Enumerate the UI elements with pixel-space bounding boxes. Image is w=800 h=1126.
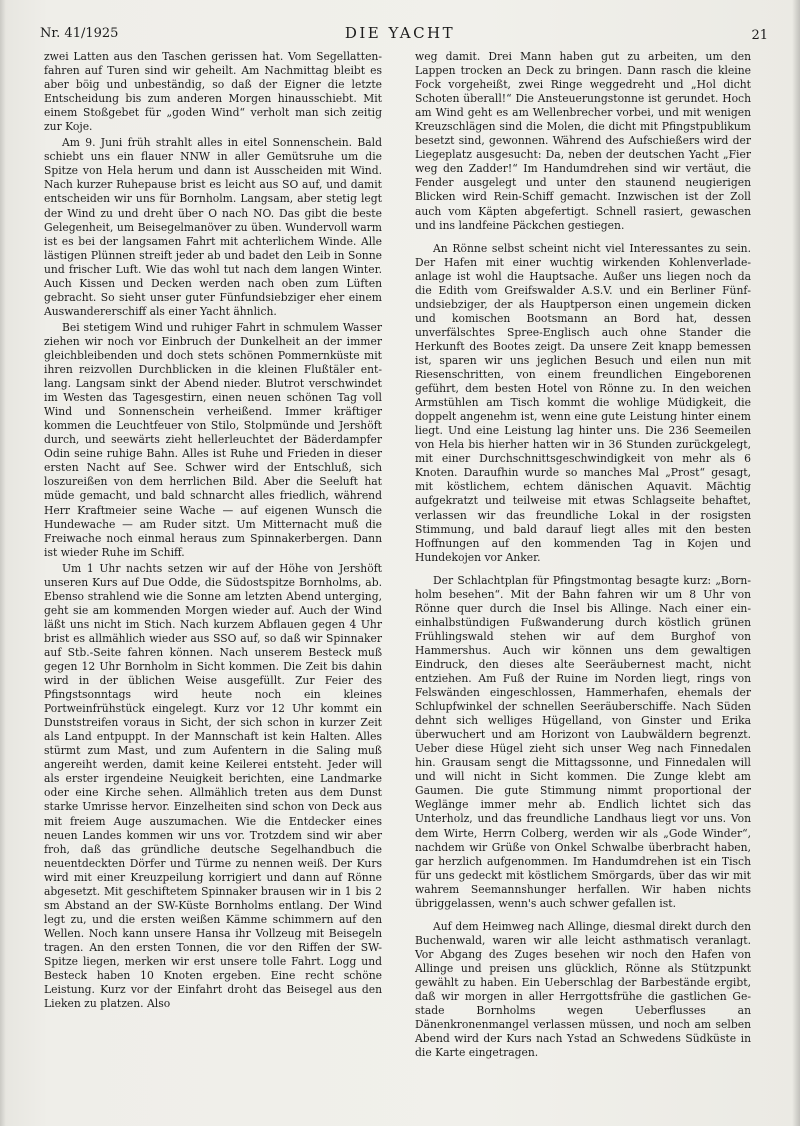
paragraph: Der Schlachtplan für Pfingstmontag besagte kurz: „Bornholm besehen“. Mit der Bahn fahren wir um 8 Uhr von Rönne quer durch die Insel bis Allinge. Nach einer eineinhalbstündigen Fußwanderung durch köstlich grünen Frühlingswald stehen wir auf dem Burghof von Hammershus. Auch wir können uns dem gewaltigen Eindruck, den dieses alte Seeräubernest macht, nicht entziehen. Am Fuß der Ruine im Norden liegt, rings von Felswänden eingeschlossen, Hammerhafen, ehemals der Schlupfwinkel der schnellen Seeräuberschiffe. Nach Süden dehnt sich welliges Hügelland, von Ginster und Erika überwuchert und am Horizont von Laubwäldern begrenzt. Ueber diese Hügel zieht sich unser Weg nach Finnedalen hin. Grausam sengt die Mittagssonne, und Finnedalen will und will nicht in Sicht kommen. Die Zunge klebt am Gaumen. Die gute Stimmung nimmt proportional der Weglänge immer mehr ab. Endlich lichtet sich das Unterholz, und das freundliche Landhaus liegt vor uns. Von dem Wirte, Herrn Colberg, werden wir als „Gode Winder“, nachdem wir Grüße von Onkel Schwalbe überbracht haben, gar herzlich aufgenommen. Im Handumdrehen ist ein Tisch für uns gedeckt mit köstlichem Smörgards, über das wir mit wahrem Seemannshunger herfallen. Wir haben nichts übriggelassen, wenn's auch schwer gefallen ist. — [415, 573, 751, 910]
paragraph: Um 1 Uhr nachts setzen wir auf der Höhe von Jershöft unseren Kurs auf Due Odde, die Südostspitze Bornholms, ab. Ebenso strahlend wie die Sonne am letzten Abend unterging, geht sie am kommenden Morgen wieder auf. Auch der Wind läßt uns nicht im Stich. Nach kurzem Abflauen gegen 4 Uhr brist es allmählich wieder aus SSO auf, so daß wir Spinnaker auf Stb.-Seite fahren können. Nach unserem Besteck muß gegen 12 Uhr Bornholm in Sicht kommen. Die Zeit bis dahin wird in der üblichen Weise ausgefüllt. Zur Feier des Pfingstsonntags wird heute noch ein kleines Portweinfrühstück eingelegt. Kurz vor 12 Uhr kommt ein Dunststreifen voraus in Sicht, der sich schon in kurzer Zeit als Land entpuppt. In der Mannschaft ist kein Halten. Alles stürmt zum Mast, und zum Aufentern in die Saling muß angereiht werden, damit keine Keilerei entsteht. Jeder will als erster irgendeine Neuigkeit berichten, eine Landmarke oder eine Kirche sehen. Allmählich treten aus dem Dunst starke Umrisse hervor. Einzelheiten sind schon von Deck aus mit freiem Auge auszumachen. Wie die Entdecker eines neuen Landes kommen wir uns vor. Trotzdem sind wir aber froh, daß das gründliche deutsche Segelhandbuch die neuentdeckten Dörfer und Türme zu nennen weiß. Der Kurs wird mit einer Kreuzpeilung korrigiert und dann auf Rönne abgesetzt. Mit geschiftetem Spinnaker brausen wir in 1 bis 2 sm Abstand an der SW-Küste Bornholms entlang. Der Wind legt zu, und die ersten weißen Kämme schimmern auf den Wellen. Noch kann unsere Hansa ihr Vollzeug mit Beisegeln tragen. An den ersten Tonnen, die vor den Riffen der SW-Spitze liegen, merken wir erst unsere tolle Fahrt. Logg und Besteck haben 10 Knoten ergeben. Eine recht schöne Leistung. Kurz vor der Einfahrt droht das Beisegel aus den Lieken zu platzen. Also — [44, 561, 382, 1011]
paragraph: An Rönne selbst scheint nicht viel Interessantes zu sein. Der Hafen mit einer wuchtig wirkenden Kohlenverladeanlage ist wohl die Hauptsache. Außer uns liegen noch da die Edith vom Greifswalder A.S.V. und ein Berliner Fünfundsiebziger, der als Hauptperson einen ungemein dicken und komischen Bootsmann an Bord hat, dessen unverfälschtes Spree-Englisch auch ohne Stander die Herkunft des Bootes zeigt. Da unsere Zeit knapp bemessen ist, sparen wir uns jeglichen Besuch und eilen nun mit Riesenschritten, von einem freundlichen Eingeborenen geführt, dem besten Hotel von Rönne zu. In den weichen Armstühlen am Tisch kommt die wohlige Müdigkeit, die doppelt angenehm ist, wenn eine gute Leistung hinter einem liegt. Und eine Leistung lag hinter uns. Die 236 Seemeilen von Hela bis hierher hatten wir in 36 Stunden zurückgelegt, mit einer Durchschnittsgeschwindigkeit von mehr als 6 Knoten. Daraufhin wurde so manches Mal „Prost“ gesagt, mit köstlichem, echtem dänischen Aquavit. Mächtig aufgekratzt und teilweise mit etwas Schlagseite behaftet, verlassen wir das freundliche Lokal in der rosigsten Stimmung, und bald darauf liegt alles mit den besten Hoffnungen auf den kommenden Tag in Kojen und Hundekojen vor Anker. — [415, 241, 751, 564]
paragraph: weg damit. Drei Mann haben gut zu arbeiten, um den Lappen trocken an Deck zu bringen. Dann rasch die kleine Fock vorgeheißt, zwei Ringe weggedreht und „Hol dicht Schoten überall!“ Die Ansteuerungstonne ist gerundet. Hoch am Wind geht es am Wellenbrecher vorbei, und mit wenigen Kreuzschlägen sind die Molen, die dicht mit Pfingstpublikum besetzt sind, gewonnen. Während des Aufschießers wird der Liegeplatz ausgesucht: Da, neben der deutschen Yacht „Fier weg den Zadder!“ Im Handumdrehen sind wir vertäut, die Fender ausgelegt und unter den staunend neugierigen Blicken wird Rein-Schiff gemacht. Inzwischen ist der Zoll auch vom Käpten abgefertigt. Schnell rasiert, gewaschen und ins landfeine Päckchen gestiegen. — [415, 50, 751, 232]
paragraph: zwei Latten aus den Taschen gerissen hat. Vom Segellattenfahren auf Turen sind wir geheilt. Am Nachmittag bleibt es aber böig und unbeständig, so daß der Eigner die letzte Entscheidung bis zum anderen Morgen hinausschiebt. Mit einem Stoßgebet für „goden Wind“ verholt man sich zeitig zur Koje. — [44, 50, 382, 134]
page-edge-shadow — [792, 0, 800, 1126]
page-number: 21 — [751, 28, 768, 43]
right-column — [415, 50, 751, 1060]
issue-number: Nr. 41/1925 — [40, 26, 119, 41]
page-binding-shadow — [0, 0, 6, 1126]
paragraph: Auf dem Heimweg nach Allinge, diesmal direkt durch den Buchenwald, waren wir alle leicht asthmatisch veranlagt. Vor Abgang des Zuges besehen wir noch den Hafen von Allinge und preisen uns glücklich, Rönne als Stützpunkt gewählt zu haben. Ein Ueberschlag der Barbestände ergibt, daß wir morgen in aller Herrgottsfrühe die gastlichen Gestade Bornholms wegen Ueberflusses an Dänenkronenmangel verlassen müssen, und noch am selben Abend wird der Kurs nach Ystad an Schwedens Südküste in die Karte eingetragen. — [415, 919, 751, 1060]
paragraph: Am 9. Juni früh strahlt alles in eitel Sonnenschein. Bald schiebt uns ein flauer NNW in aller Gemütsruhe um die Spitze von Hela herum und dann ist Ausscheiden mit Wind. Nach kurzer Ruhepause brist es leicht aus SO auf, und damit entscheiden wir uns für Bornholm. Langsam, aber stetig legt der Wind zu und dreht über O nach NO. Das gibt die beste Gelegenheit, um Beisegelmanöver zu üben. Wundervoll warm ist es bei der langsamen Fahrt mit achterlichem Winde. Alle lästigen Plünnen streift jeder ab und badet den Leib in Sonne und frischer Luft. Wie das wohl tut nach dem langen Winter. Auch Kissen und Decken werden nach oben zum Lüften gebracht. So sieht unser guter Fünfundsiebziger eher einem Auswandererschiff als einer Yacht ähnlich. — [44, 136, 382, 318]
paragraph: Bei stetigem Wind und ruhiger Fahrt in schmulem Wasser ziehen wir noch vor Einbruch der Dunkelheit an der immer gleichbleibenden und doch stets schönen Pommernküste mit ihren reizvollen Durchblicken in die kleinen Flußtäler entlang. Langsam sinkt der Abend nieder. Blutrot verschwindet im Westen das Tagesgestirn, einen neuen schönen Tag voll Wind und Sonnenschein verheißend. Immer kräftiger kommen die Leuchtfeuer von Stilo, Stolpmünde und Jershöft durch, und seewärts zieht hellerleuchtet der Bäderdampfer Odin seine ruhige Bahn. Alles ist Ruhe und Frieden in dieser ersten Nacht auf See. Schwer wird der Entschluß, sich loszureißen von dem herrlichen Bild. Aber die Seeluft hat müde gemacht, und bald schnarcht alles friedlich, während Herr Kraftmeier seine Wache — auf eigenen Wunsch die Hundewache — am Ruder sitzt. Um Mitternacht muß die Freiwache noch einmal heraus zum Spinnakerbergen. Dann ist wieder Ruhe im Schiff. — [44, 320, 382, 559]
left-column — [44, 50, 382, 1011]
magazine-title: DIE YACHT — [344, 24, 456, 42]
page-header — [40, 22, 768, 44]
